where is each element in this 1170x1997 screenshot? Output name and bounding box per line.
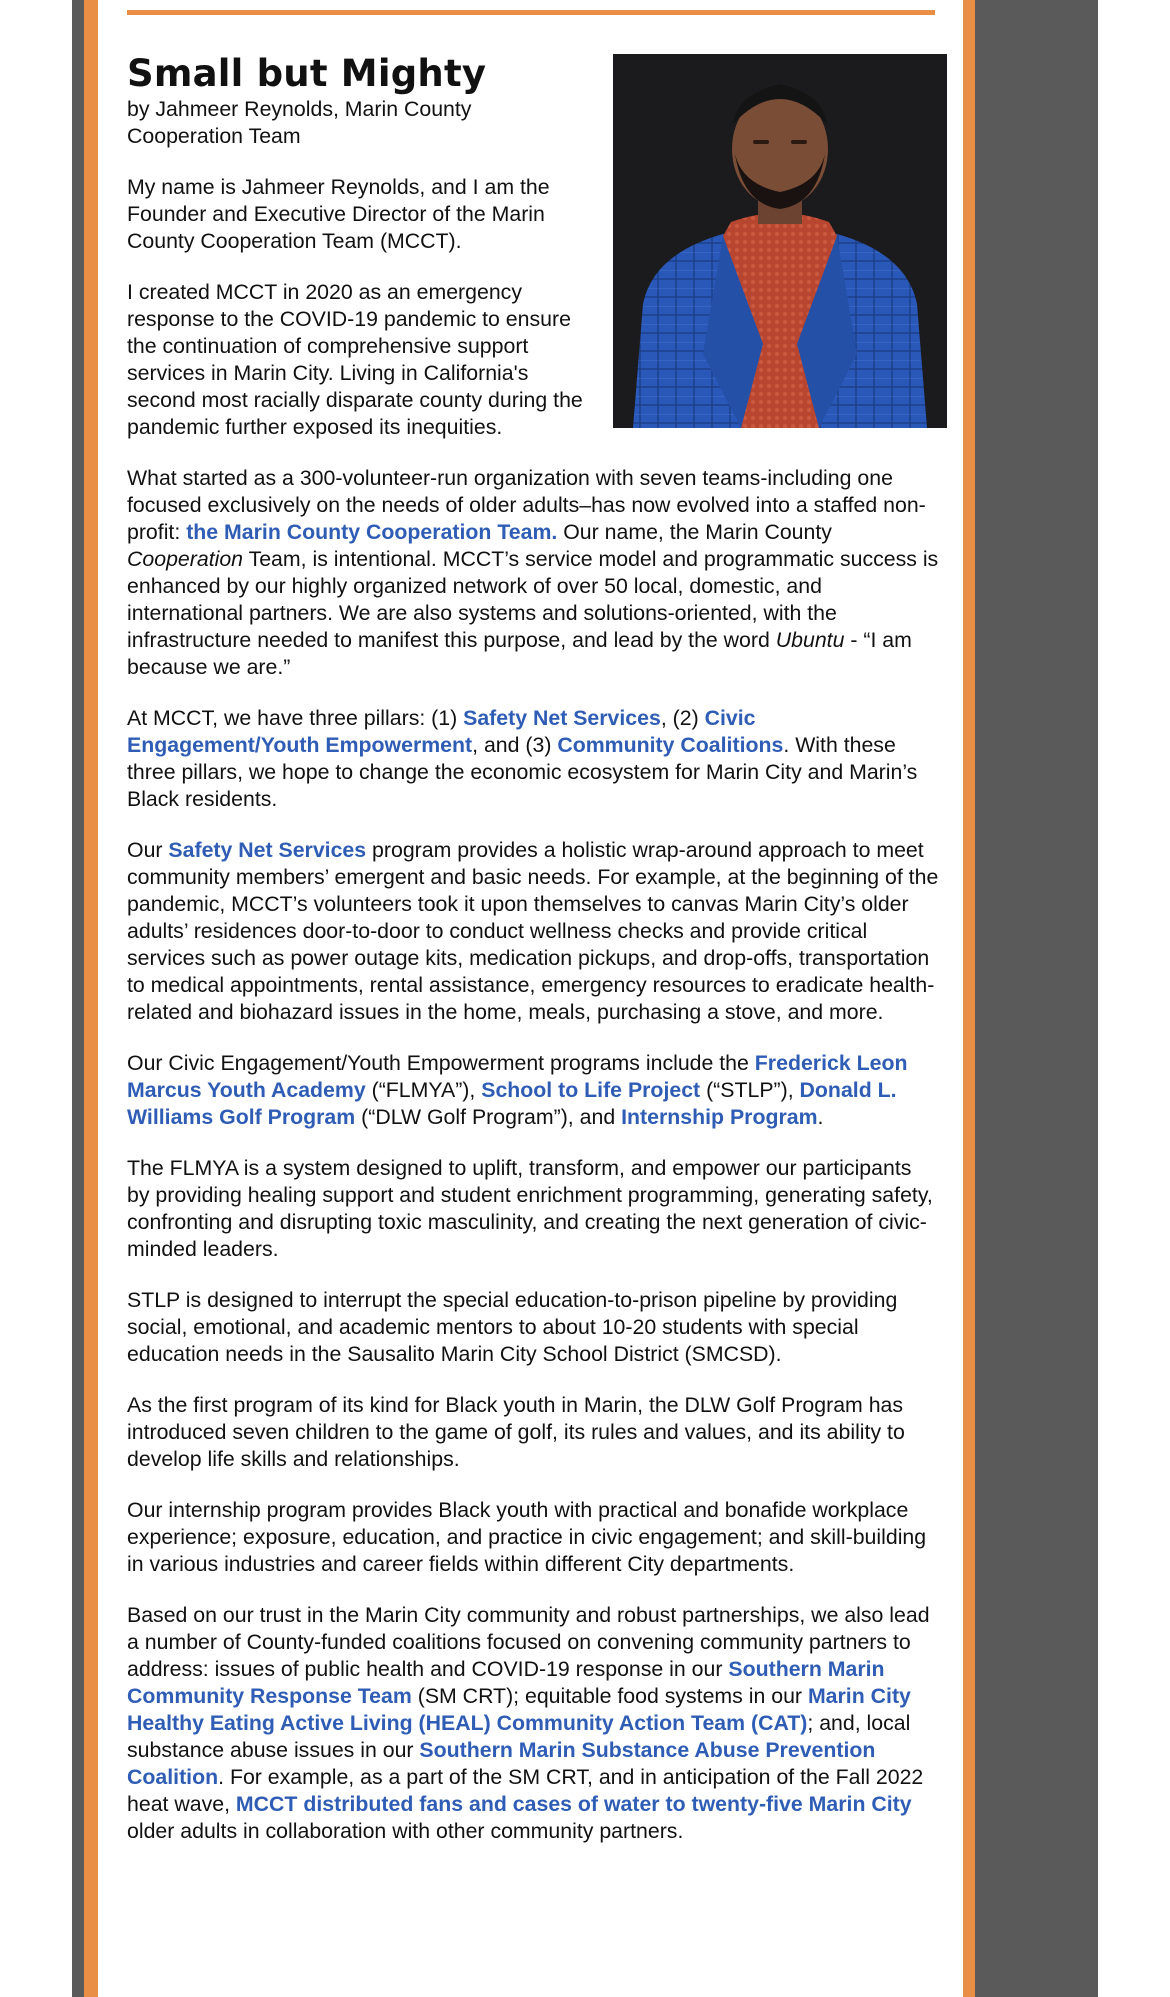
substance-abuse-coalition-link[interactable]: Southern Marin Substance Abuse Prevention Coalition: [127, 1738, 876, 1789]
origin-paragraph: I created MCCT in 2020 as an emergency response to the COVID-19 pandemic to ensure the continuation of comprehensive support services in Marin City. Living in California's second most racially disparate county during the pandemic further exposed its inequities.: [127, 280, 583, 439]
internship-link[interactable]: Internship Program: [621, 1105, 818, 1129]
civic-engagement-link[interactable]: Civic Engagement/Youth Empowerment: [127, 706, 756, 757]
sm-crt-link[interactable]: Southern Marin Community Response Team: [127, 1657, 885, 1708]
right-accent-stripe: [963, 0, 975, 1997]
fans-water-link[interactable]: MCCT distributed fans and cases of water to twenty-five Marin City: [235, 1792, 912, 1816]
flmya-link[interactable]: Frederick Leon Marcus Youth Academy: [127, 1051, 908, 1102]
stlp-link[interactable]: School to Life Project: [481, 1078, 701, 1102]
mcct-link[interactable]: the Marin County Cooperation Team.: [186, 520, 558, 544]
golf-paragraph: As the first program of its kind for Black youth in Marin, the DLW Golf Program has introduced seven children to the game of golf, its rules and values, and its ability to develop life skills and relationships.: [127, 1393, 905, 1471]
intro-paragraph: My name is Jahmeer Reynolds, and I am the Founder and Executive Director of the Marin County Cooperation Team (MCCT).: [127, 175, 550, 253]
safety-net-link[interactable]: Safety Net Services: [463, 706, 661, 730]
internship-paragraph: Our internship program provides Black youth with practical and bonafide workplace experience; exposure, education, and practice in civic engagement; and skill-building in various industries and career fields within different City departments.: [127, 1498, 927, 1576]
heal-cat-link[interactable]: Marin City Healthy Eating Active Living (HEAL) Community Action Team (CAT): [127, 1684, 911, 1735]
pillars-paragraph: At MCCT, we have three pillars: (1) Safety Net Services, (2) Civic Engagement/Youth Empowerment, and (3) Community Coalitions. With these three pillars, we hope to change the economic ecosystem for Marin City and Marin’s Black residents.: [127, 706, 918, 811]
right-gutter: [975, 0, 1098, 1997]
safety-net-paragraph: Our Safety Net Services program provides a holistic wrap-around approach to meet community members’ emergent and basic needs. For example, at the beginning of the pandemic, MCCT’s volunteers took it upon themselves to canvas Marin City’s older adults’ residences door-to-door to conduct wellness checks and provide critical services such as power outage kits, medication pickups, and drop-offs, transportation to medical appointments, rental assistance, emergency resources to eradicate health-related and biohazard issues in the home, meals, purchasing a stove, and more.: [127, 838, 939, 1024]
left-accent-stripe: [84, 0, 98, 1997]
safety-net-services-link[interactable]: Safety Net Services: [168, 838, 367, 862]
flmya-paragraph: The FLMYA is a system designed to uplift, transform, and empower our participants by providing healing support and student enrichment programming, generating safety, confronting and disrupting toxic masculinity, and creating the next generation of civic-minded leaders.: [127, 1156, 933, 1261]
left-gutter: [72, 0, 84, 1997]
evolution-paragraph: What started as a 300-volunteer-run organization with seven teams-including one focused exclusively on the needs of older adults–has now evolved into a staffed non-profit: the Marin County Cooperation Team. Our name, the Marin County Cooperation Team, is intentional. MCCT’s service model and programmatic success is enhanced by our highly organized network of over 50 local, domestic, and international partners. We are also systems and solutions-oriented, with the infrastructure needed to manifest this purpose, and lead by the word Ubuntu - “I am because we are.”: [127, 466, 939, 679]
article-byline: by Jahmeer Reynolds, Marin County Cooperation Team: [127, 97, 472, 148]
stlp-paragraph: STLP is designed to interrupt the special education-to-prison pipeline by providing social, emotional, and academic mentors to about 10-20 students with special education needs in the Sausalito Marin City School District (SMCSD).: [127, 1288, 898, 1366]
article-body: [127, 52, 939, 1869]
community-coalitions-link[interactable]: Community Coalitions: [557, 733, 784, 757]
top-divider: [127, 10, 935, 15]
youth-programs-paragraph: Our Civic Engagement/Youth Empowerment programs include the Frederick Leon Marcus Youth Academy (“FLMYA”), School to Life Project (“STLP”), Donald L. Williams Golf Program (“DLW Golf Program”), and Internship Program.: [127, 1051, 908, 1129]
article-title: Small but Mighty: [127, 52, 487, 95]
coalitions-paragraph: Based on our trust in the Marin City community and robust partnerships, we also lead a number of County-funded coalitions focused on convening community partners to address: issues of public health and COVID-19 response in our Southern Marin Community Response Team (SM CRT); equitable food systems in our Marin City Healthy Eating Active Living (HEAL) Community Action Team (CAT); and, local substance abuse issues in our Southern Marin Substance Abuse Prevention Coalition. For example, as a part of the SM CRT, and in anticipation of the Fall 2022 heat wave, MCCT distributed fans and cases of water to twenty-five Marin City older adults in collaboration with other community partners.: [127, 1603, 930, 1843]
dlw-golf-link[interactable]: Donald L. Williams Golf Program: [127, 1078, 897, 1129]
